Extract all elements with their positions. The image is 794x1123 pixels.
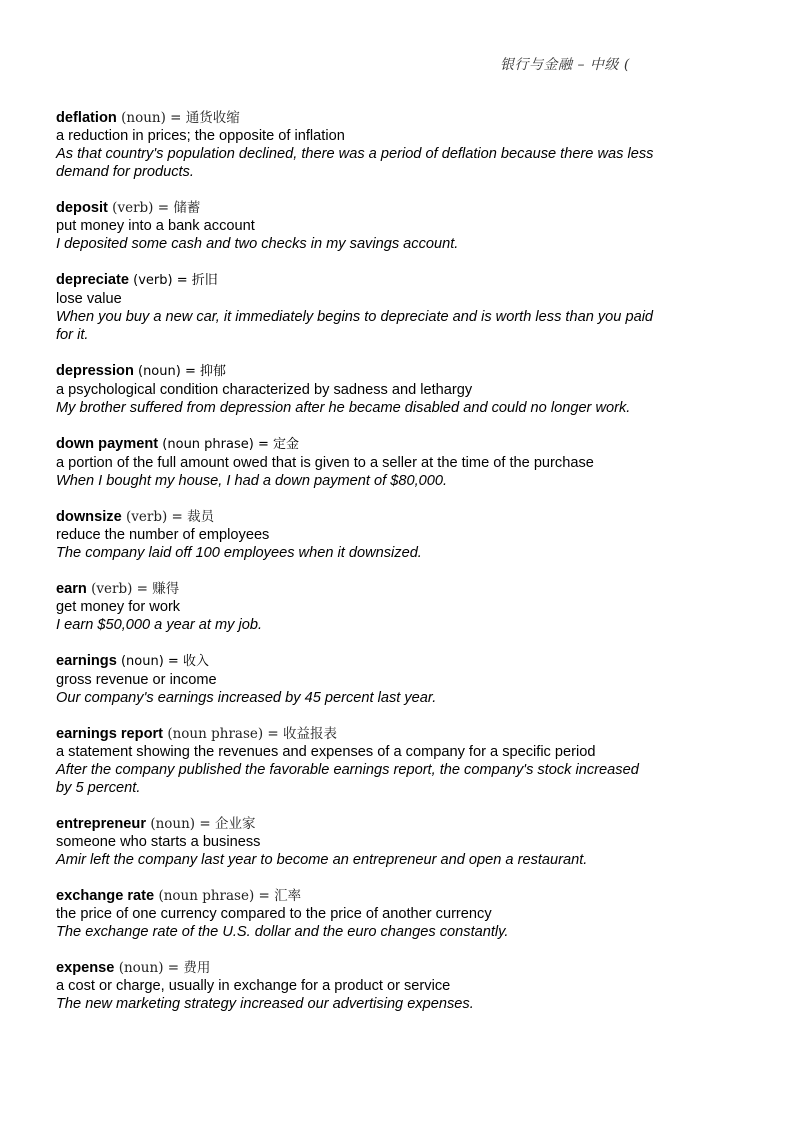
glossary-entry <box>56 271 656 344</box>
page-header: 银行与金融 – 中级 ( <box>500 57 630 73</box>
definition: a reduction in prices; the opposite of inflation <box>56 128 345 144</box>
example-sentence: My brother suffered from depression after he became disabled and could no longer work. <box>56 400 631 416</box>
term: down payment <box>56 436 159 452</box>
glossary-entry <box>56 725 656 797</box>
glossary-entry <box>56 199 656 253</box>
chinese-translation: 抑郁 <box>199 364 226 379</box>
entry-headline <box>56 435 656 454</box>
chinese-translation: 折旧 <box>191 273 218 288</box>
entry-headline <box>56 959 656 977</box>
definition: put money into a bank account <box>56 218 255 234</box>
part-of-speech: (noun) = <box>116 654 183 669</box>
chinese-translation: 储蓄 <box>173 200 201 216</box>
example-sentence: Amir left the company last year to become an entrepreneur and open a restaurant. <box>56 852 588 868</box>
term: depreciate <box>56 272 130 288</box>
glossary-entry <box>56 815 656 869</box>
entry-headline <box>56 109 656 127</box>
glossary-entry <box>56 435 656 490</box>
part-of-speech: (noun) = <box>133 364 200 379</box>
chinese-translation: 费用 <box>183 960 211 976</box>
entry-headline <box>56 725 656 743</box>
example-sentence: When you buy a new car, it immediately begins to depreciate and is worth less than you paid for it. <box>56 309 654 343</box>
term: expense <box>56 960 115 976</box>
chinese-translation: 定金 <box>272 437 299 452</box>
definition: a psychological condition characterized by sadness and lethargy <box>56 382 473 398</box>
definition: a statement showing the revenues and expenses of a company for a specific period <box>56 744 596 760</box>
glossary-entry <box>56 362 656 417</box>
term: exchange rate <box>56 888 155 904</box>
glossary-entry <box>56 508 656 562</box>
term: earnings <box>56 653 117 669</box>
glossary-entry <box>56 959 656 1013</box>
glossary-entry <box>56 887 656 941</box>
term: entrepreneur <box>56 816 147 832</box>
part-of-speech: (verb) = <box>107 200 174 216</box>
term: earn <box>56 581 87 597</box>
entry-headline <box>56 815 656 833</box>
entry-headline <box>56 271 656 290</box>
example-sentence: The new marketing strategy increased our advertising expenses. <box>56 996 474 1012</box>
entry-headline <box>56 652 656 671</box>
chinese-translation: 赚得 <box>152 581 180 597</box>
part-of-speech: (noun) = <box>146 816 215 832</box>
example-sentence: The exchange rate of the U.S. dollar and the euro changes constantly. <box>56 924 509 940</box>
definition: a cost or charge, usually in exchange for a product or service <box>56 978 451 994</box>
part-of-speech: (noun phrase) = <box>158 437 273 452</box>
part-of-speech: (verb) = <box>86 581 153 597</box>
definition: someone who starts a business <box>56 834 261 850</box>
term: deposit <box>56 200 108 216</box>
example-sentence: When I bought my house, I had a down payment of $80,000. <box>56 473 448 489</box>
definition: reduce the number of employees <box>56 527 270 543</box>
chinese-translation: 通货收缩 <box>185 110 240 126</box>
part-of-speech: (verb) = <box>129 273 192 288</box>
example-sentence: I earn $50,000 a year at my job. <box>56 617 263 633</box>
part-of-speech: (verb) = <box>121 509 188 525</box>
glossary-list <box>56 109 656 1031</box>
definition: the price of one currency compared to the price of another currency <box>56 906 492 922</box>
term: earnings report <box>56 726 164 742</box>
glossary-entry <box>56 109 656 181</box>
entry-headline <box>56 887 656 905</box>
glossary-entry <box>56 652 656 707</box>
chinese-translation: 企业家 <box>214 816 256 832</box>
example-sentence: After the company published the favorable earnings report, the company's stock increased by 5 percent. <box>56 762 639 796</box>
term: depression <box>56 363 134 379</box>
part-of-speech: (noun) = <box>114 960 184 976</box>
definition: gross revenue or income <box>56 672 217 688</box>
glossary-entry <box>56 580 656 634</box>
example-sentence: I deposited some cash and two checks in my savings account. <box>56 236 459 252</box>
term: downsize <box>56 509 122 525</box>
term: deflation <box>56 110 117 126</box>
chinese-translation: 收入 <box>182 654 209 669</box>
example-sentence: Our company's earnings increased by 45 percent last year. <box>56 690 437 706</box>
entry-headline <box>56 362 656 381</box>
chinese-translation: 汇率 <box>274 888 302 904</box>
chinese-translation: 收益报表 <box>283 726 338 742</box>
example-sentence: As that country's population declined, there was a period of deflation because there was less demand for products. <box>56 146 654 180</box>
chinese-translation: 裁员 <box>187 509 215 525</box>
example-sentence: The company laid off 100 employees when it downsized. <box>56 545 422 561</box>
entry-headline <box>56 199 656 217</box>
definition: lose value <box>56 291 122 307</box>
entry-headline <box>56 508 656 526</box>
part-of-speech: (noun phrase) = <box>154 888 275 904</box>
part-of-speech: (noun phrase) = <box>163 726 284 742</box>
part-of-speech: (noun) = <box>116 110 186 126</box>
definition: get money for work <box>56 599 181 615</box>
definition: a portion of the full amount owed that is given to a seller at the time of the purchase <box>56 455 594 471</box>
entry-headline <box>56 580 656 598</box>
